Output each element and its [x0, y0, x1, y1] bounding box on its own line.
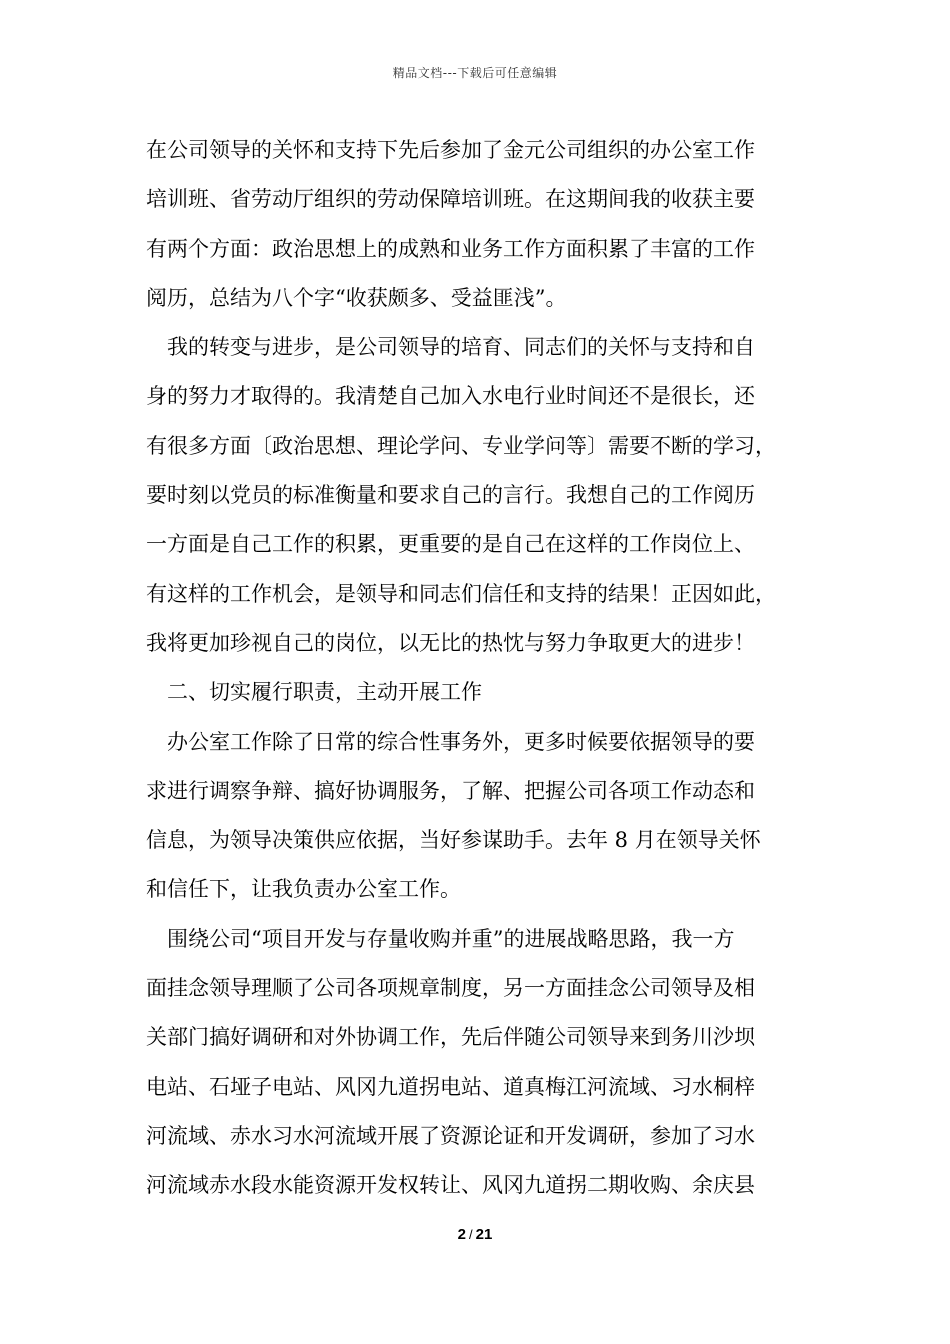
text-line: 有这样的工作机会，是领导和同志们信任和支持的结果！正因如此， [146, 581, 776, 606]
text-line: 阅历，总结为八个字“收获颇多、受益匪浅”。 [146, 285, 567, 310]
text-line: 办公室工作除了日常的综合性事务外，更多时候要依据领导的要 [167, 729, 755, 754]
page-separator: / [469, 1227, 473, 1242]
text-line: 电站、石垭子电站、风冈九道拐电站、道真梅江河流域、习水桐梓 [146, 1074, 755, 1099]
text-line: 在公司领导的关怀和支持下先后参加了金元公司组织的办公室工作 [146, 138, 755, 162]
text-line: 求进行调察争辩、搞好协调服务，了解、把握公司各项工作动态和 [146, 778, 755, 803]
text-line: 要时刻以党员的标准衡量和要求自己的言行。我想自己的工作阅历 [146, 483, 755, 508]
text-line: 信息，为领导决策供应依据，当好参谋助手。去年 8 月在领导关怀 [146, 828, 761, 853]
page-header: 精品文档---下载后可任意编辑 [392, 66, 558, 80]
text-line: 面挂念领导理顺了公司各项规章制度，另一方面挂念公司领导及相 [146, 976, 755, 1001]
text-line: 我将更加珍视自己的岗位，以无比的热忱与努力争取更大的进步！ [146, 630, 755, 655]
text-line: 二、切实履行职责，主动开展工作 [167, 680, 482, 705]
text-line: 身的努力才取得的。我清楚自己加入水电行业时间还不是很长，还 [146, 384, 755, 409]
text-line: 河流域赤水段水能资源开发权转让、风冈九道拐二期收购、余庆县 [146, 1173, 755, 1198]
text-line: 围绕公司“项目开发与存量收购并重”的进展战略思路，我一方 [167, 926, 735, 951]
text-line: 培训班、省劳动厅组织的劳动保障培训班。在这期间我的收获主要 [146, 187, 755, 212]
page-number [0, 1226, 950, 1243]
text-line: 关部门搞好调研和对外协调工作，先后伴随公司领导来到务川沙坝 [146, 1025, 755, 1050]
current-page-number: 2 [457, 1226, 467, 1243]
total-pages-number: 21 [475, 1226, 493, 1243]
text-line: 有很多方面〔政治思想、理论学问、专业学问等〕需要不断的学习， [146, 433, 776, 458]
text-line: 有两个方面：政治思想上的成熟和业务工作方面积累了丰富的工作 [146, 236, 755, 261]
text-line: 和信任下，让我负责办公室工作。 [146, 877, 461, 902]
text-line: 一方面是自己工作的积累，更重要的是自己在这样的工作岗位上、 [146, 532, 755, 557]
text-line: 我的转变与进步，是公司领导的培育、同志们的关怀与支持和自 [167, 335, 755, 360]
text-line: 河流域、赤水习水河流域开展了资源论证和开发调研，参加了习水 [146, 1123, 755, 1148]
document-body [146, 126, 826, 1211]
